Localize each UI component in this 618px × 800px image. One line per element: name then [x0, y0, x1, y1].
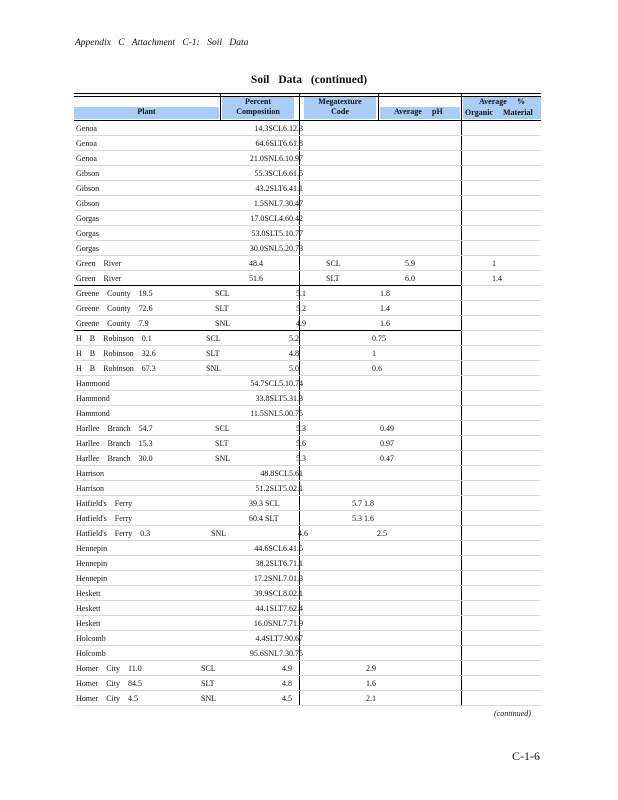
value-cell: 1.4	[380, 304, 390, 313]
value-cell: 39.3 SCL	[249, 499, 280, 508]
value-cell: 51.6	[249, 274, 263, 283]
value-cell: 4.8	[289, 349, 299, 358]
value-cell: 5.3 1.6	[352, 514, 374, 523]
table-row	[74, 406, 541, 421]
col-divider	[220, 93, 221, 121]
value-cell: 64.6SLT6.61.8	[255, 139, 303, 148]
plant-cell: Holcomb	[76, 634, 106, 643]
plant-cell: Harllee Branch 30.0	[76, 454, 153, 463]
table-row	[74, 226, 541, 241]
plant-cell: Gorgas	[76, 244, 99, 253]
value-cell: 5.6	[296, 439, 306, 448]
value-cell: 5.3	[296, 454, 306, 463]
table-row	[74, 256, 541, 271]
value-cell: 4.9	[296, 319, 306, 328]
plant-cell: Greene County 19.5	[76, 289, 153, 298]
value-cell: 0.6	[372, 364, 382, 373]
table-row	[74, 316, 541, 331]
plant-cell: Gorgas	[76, 214, 99, 223]
value-cell: 5.7 1.8	[352, 499, 374, 508]
table-row	[74, 586, 541, 601]
table-row	[74, 211, 541, 226]
table-row	[74, 556, 541, 571]
running-header: Appendix C Attachment C-1: Soil Data	[75, 38, 249, 48]
value-cell: 54.7SCL5.10.74	[250, 379, 303, 388]
value-cell: SNL	[215, 319, 231, 328]
plant-cell: Green River	[76, 259, 122, 268]
value-cell: SNL	[201, 694, 217, 703]
plant-cell: Gibson	[76, 199, 100, 208]
value-cell: SCL	[215, 289, 230, 298]
plant-cell: Genoa	[76, 139, 97, 148]
value-cell: 48.4	[249, 259, 263, 268]
table-row	[74, 481, 541, 496]
table-row	[74, 616, 541, 631]
value-cell: 4.9	[282, 664, 292, 673]
table-row	[74, 376, 541, 391]
plant-cell: H B Robinson 0.1	[76, 334, 152, 343]
value-cell: SCL	[215, 424, 230, 433]
table-row	[74, 676, 541, 691]
group-rule	[74, 285, 461, 286]
table-row	[74, 391, 541, 406]
value-cell: 4.6	[298, 529, 308, 538]
table-row	[74, 541, 541, 556]
table-row	[74, 196, 541, 211]
plant-cell: Hennepin	[76, 559, 108, 568]
value-cell: 0.47	[380, 454, 394, 463]
table-row	[74, 286, 541, 301]
value-cell: 43.2SLT6.41.1	[255, 184, 303, 193]
table-row	[74, 436, 541, 451]
table-row	[74, 496, 541, 511]
plant-cell: Greene County 72.6	[76, 304, 153, 313]
plant-cell: Gibson	[76, 169, 100, 178]
value-cell: 5.1	[296, 289, 306, 298]
table-row	[74, 271, 541, 286]
col-divider	[378, 93, 379, 121]
plant-cell: Gibson	[76, 184, 100, 193]
value-cell: 1.4	[492, 274, 502, 283]
value-cell: 6.0	[405, 274, 415, 283]
value-cell: 44.6SCL6.41.5	[254, 544, 303, 553]
plant-cell: Harrison	[76, 484, 104, 493]
plant-cell: Genoa	[76, 124, 97, 133]
plant-cell: Hatfield's Ferry	[76, 499, 133, 508]
value-cell: 0.97	[380, 439, 394, 448]
value-cell: 4.5	[282, 694, 292, 703]
plant-cell: Homer City 84.5	[76, 679, 142, 688]
table-row	[74, 631, 541, 646]
table-row	[74, 526, 541, 541]
table-row	[74, 646, 541, 661]
plant-cell: Hammond	[76, 379, 110, 388]
table-row	[74, 121, 541, 136]
value-cell: 0.75	[372, 334, 386, 343]
header-top-rule	[74, 93, 541, 94]
value-cell: 5.2	[296, 304, 306, 313]
plant-cell: Homer City 4.5	[76, 694, 138, 703]
table-row	[74, 331, 541, 346]
table-title: Soil Data (continued)	[250, 74, 368, 86]
value-cell: 4.8	[282, 679, 292, 688]
plant-cell: Genoa	[76, 154, 97, 163]
value-cell: 39.9SCL8.02.1	[254, 589, 303, 598]
table-row	[74, 361, 541, 376]
value-cell: 53.0SLT5.10.77	[251, 229, 303, 238]
plant-cell: Harllee Branch 54.7	[76, 424, 153, 433]
value-cell: 51.2SLT5.02.1	[255, 484, 303, 493]
value-cell: SCL	[206, 334, 221, 343]
value-cell: SLT	[215, 439, 229, 448]
col-header-megatexture: Megatexture Code	[304, 97, 376, 119]
table-row	[74, 466, 541, 481]
plant-cell: Hatfield's Ferry	[76, 514, 133, 523]
value-cell: 0.49	[380, 424, 394, 433]
value-cell: 2.9	[366, 664, 376, 673]
value-cell: 55.3SCL6.61.5	[254, 169, 303, 178]
plant-cell: Green River	[76, 274, 122, 283]
value-cell: 95.6SNL7.30.75	[249, 649, 303, 658]
value-cell: 5.3	[296, 424, 306, 433]
table-row	[74, 421, 541, 436]
value-cell: 1	[492, 259, 496, 268]
value-cell: 2.5	[377, 529, 387, 538]
table-row	[74, 136, 541, 151]
plant-cell: Heskett	[76, 604, 101, 613]
value-cell: 1	[372, 349, 376, 358]
value-cell: SCL	[201, 664, 216, 673]
value-cell: SLT	[215, 304, 229, 313]
value-cell: 2.1	[366, 694, 376, 703]
table-row	[74, 511, 541, 526]
value-cell: SNL	[211, 529, 227, 538]
table-row	[74, 301, 541, 316]
plant-cell: Heskett	[76, 619, 101, 628]
page-number: C-1-6	[512, 749, 540, 763]
plant-cell: H B Robinson 32.6	[76, 349, 156, 358]
table-row	[74, 151, 541, 166]
table-row	[74, 571, 541, 586]
plant-cell: Heskett	[76, 589, 101, 598]
plant-cell: Hennepin	[76, 574, 108, 583]
value-cell: 33.8SLT5.31.3	[255, 394, 303, 403]
value-cell: 44.1SLT7.62.4	[255, 604, 303, 613]
value-cell: 48.8SCL5.61	[260, 469, 303, 478]
plant-cell: Hammond	[76, 394, 110, 403]
table-row	[74, 166, 541, 181]
value-cell: 30.0SNL5.20.73	[249, 244, 303, 253]
value-cell: 4.4SLT7.90.67	[255, 634, 303, 643]
plant-cell: Hennepin	[76, 544, 108, 553]
plant-cell: Holcomb	[76, 649, 106, 658]
value-cell: 5.2	[289, 334, 299, 343]
continued-note: (continued)	[494, 709, 531, 718]
value-cell: 1.6	[380, 319, 390, 328]
col-header-ph: Average pH	[380, 107, 460, 119]
value-cell: SLT	[201, 679, 215, 688]
value-cell: 17.0SCL4.60.42	[250, 214, 303, 223]
plant-cell: Greene County 7.9	[76, 319, 149, 328]
value-cell: 16.0SNL7.71.9	[253, 619, 303, 628]
value-cell: SLT	[206, 349, 220, 358]
plant-cell: Hatfield's Ferry 0.3	[76, 529, 151, 538]
plant-cell: Homer City 11.0	[76, 664, 142, 673]
plant-cell: Harllee Branch 15.3	[76, 439, 153, 448]
value-cell: 21.0SNL6.10.97	[249, 154, 303, 163]
value-cell: SNL	[206, 364, 222, 373]
plant-cell: Harrison	[76, 469, 104, 478]
value-cell: 1.5SNL7.30.47	[253, 199, 303, 208]
col-header-percent: Percent Composition	[222, 97, 294, 119]
value-cell: 14.3SCL6.12.3	[254, 124, 303, 133]
table-row	[74, 691, 541, 706]
table-row	[74, 181, 541, 196]
plant-cell: H B Robinson 67.3	[76, 364, 156, 373]
col-header-organic: Average % Organic Material	[463, 97, 541, 119]
value-cell: 38.2SLT6.71.1	[255, 559, 303, 568]
table-row	[74, 601, 541, 616]
table-row	[74, 661, 541, 676]
table-row	[74, 346, 541, 361]
value-cell: 1.6	[366, 679, 376, 688]
value-cell: SLT	[326, 274, 340, 283]
value-cell: 60.4 SLT	[249, 514, 279, 523]
value-cell: 11.5SNL5.00.75	[250, 409, 303, 418]
col-header-plant: Plant	[74, 107, 219, 119]
group-rule	[74, 330, 461, 331]
value-cell: 5.9	[405, 259, 415, 268]
plant-cell: Gorgas	[76, 229, 99, 238]
value-cell: 1.8	[380, 289, 390, 298]
value-cell: SCL	[326, 259, 341, 268]
table-row	[74, 451, 541, 466]
plant-cell: Hammond	[76, 409, 110, 418]
value-cell: 17.2SNL7.01.3	[253, 574, 303, 583]
table-row	[74, 241, 541, 256]
value-cell: SNL	[215, 454, 231, 463]
value-cell: 5.0	[289, 364, 299, 373]
